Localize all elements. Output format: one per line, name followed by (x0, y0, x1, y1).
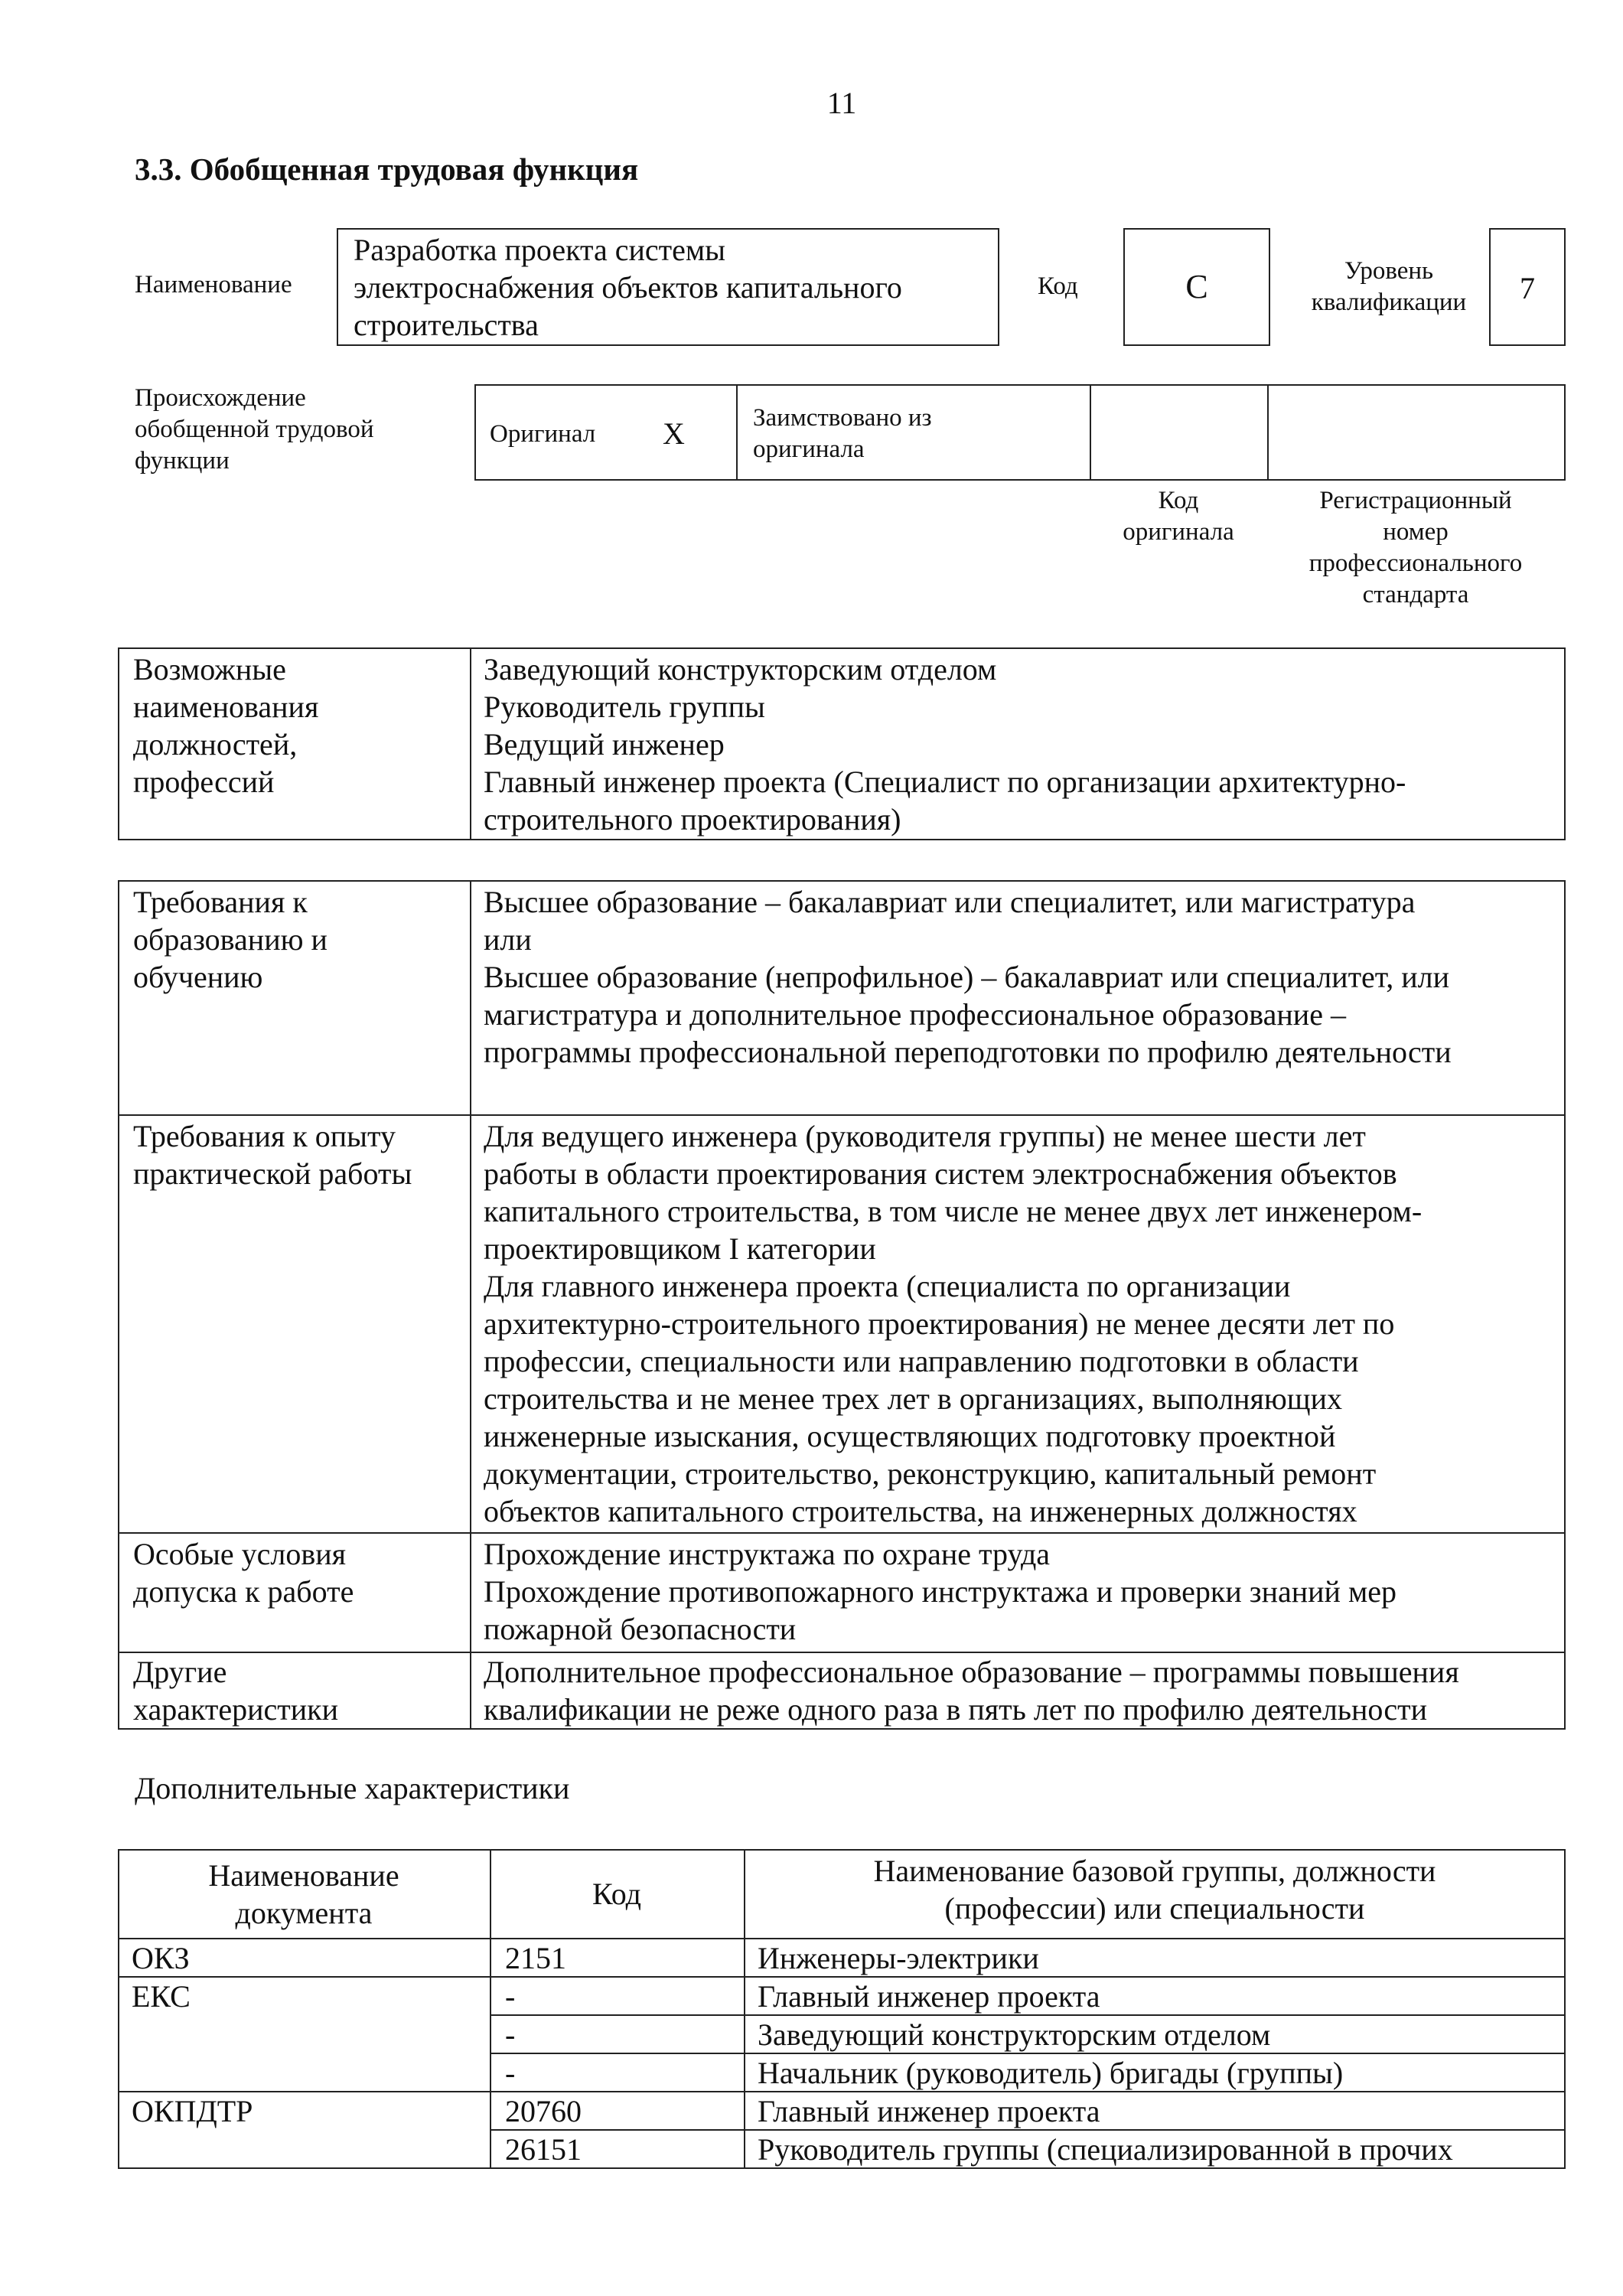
conditions-line: Прохождение противопожарного инструктажа и проверки знаний мер (484, 1574, 1397, 1609)
header-document-line: Наименование (208, 1858, 399, 1893)
other-label-line: Другие (133, 1655, 227, 1689)
header-document-line: документа (235, 1896, 373, 1930)
name-value-box (337, 228, 999, 346)
positions-label-line: должностей, (133, 727, 298, 762)
education-label-line: Требования к (133, 885, 308, 919)
borrowed-label-line: Заимствовано из (753, 404, 932, 432)
experience-value (484, 1117, 1422, 1530)
conditions-label-line: Особые условия (133, 1537, 347, 1571)
header-group-line: Наименование базовой группы, должности (873, 1854, 1436, 1888)
conditions-line: Прохождение инструктажа по охране труда (484, 1537, 1051, 1571)
experience-line: Для главного инженера проекта (специалиста по организации (484, 1269, 1291, 1303)
experience-line: архитектурно-строительного проектирования) не менее десяти лет по (484, 1306, 1395, 1341)
experience-line: работы в области проектирования систем электроснабжения объектов (484, 1156, 1397, 1191)
code-value: С (1185, 268, 1208, 305)
level-label-line: Уровень (1344, 257, 1434, 285)
experience-line: проектировщиком I категории (484, 1231, 876, 1266)
level-label-line: квалификации (1311, 289, 1467, 316)
table-cell-doc: ОКПДТР (132, 2094, 253, 2128)
code-label: Код (1038, 272, 1078, 300)
experience-label-line: практической работы (133, 1156, 412, 1191)
position-item: Заведующий конструкторским отделом (484, 652, 997, 687)
positions-label-line: наименования (133, 690, 319, 724)
caption-line: профессионального (1309, 550, 1523, 577)
header-code: Код (592, 1877, 641, 1911)
experience-line: объектов капитального строительства, на инженерных должностях (484, 1494, 1357, 1528)
origin-label-line: Происхождение (135, 384, 306, 412)
code-original-caption (1090, 485, 1267, 548)
education-value (484, 883, 1452, 1071)
other-label (133, 1653, 338, 1728)
name-label: Наименование (135, 271, 292, 298)
level-label (1286, 256, 1492, 318)
additional-title: Дополнительные характеристики (135, 1771, 570, 1805)
origin-label-line: функции (135, 447, 230, 475)
position-item: Главный инженер проекта (Специалист по организации архитектурно- (484, 765, 1406, 799)
reg-number-caption (1270, 485, 1561, 611)
other-label-line: характеристики (133, 1692, 339, 1727)
conditions-label (133, 1535, 354, 1610)
table-cell-name: Главный инженер проекта (758, 1979, 1100, 2014)
code-value-box (1123, 228, 1270, 346)
level-value: 7 (1520, 271, 1535, 305)
origin-label-line: обобщенной трудовой (135, 416, 374, 443)
position-item: строительного проектирования) (484, 802, 901, 837)
position-item: Ведущий инженер (484, 727, 725, 762)
conditions-value (484, 1535, 1396, 1648)
header-group-line: (профессии) или специальности (944, 1891, 1365, 1926)
table-cell-code: - (505, 1979, 516, 2014)
table-cell-name: Главный инженер проекта (758, 2094, 1100, 2128)
borrowed-label-line: оригинала (753, 435, 865, 463)
table-cell-code: - (505, 2056, 516, 2090)
experience-line: капитального строительства, в том числе не менее двух лет инженером- (484, 1194, 1423, 1228)
caption-line: номер (1383, 518, 1449, 546)
other-value (484, 1653, 1459, 1728)
name-value-line: строительства (354, 308, 539, 342)
name-value-line: электроснабжения объектов капитального (354, 270, 902, 305)
experience-line: инженерные изыскания, осуществляющих подготовку проектной (484, 1419, 1336, 1453)
experience-label (133, 1117, 412, 1192)
education-label (133, 883, 328, 996)
original-label: Оригинал (490, 420, 596, 448)
name-value-line: Разработка проекта системы (354, 233, 726, 267)
table-cell-doc: ЕКС (132, 1979, 191, 2014)
experience-line: профессии, специальности или направлению подготовки в области (484, 1344, 1359, 1378)
conditions-label-line: допуска к работе (133, 1574, 354, 1609)
page-number: 11 (826, 86, 857, 120)
caption-line: Код (1158, 487, 1199, 514)
table-cell-doc: ОКЗ (132, 1941, 190, 1975)
positions-value (484, 651, 1406, 838)
table-cell-name: Инженеры-электрики (758, 1941, 1039, 1975)
education-label-line: обучению (133, 960, 263, 994)
table-cell-code: 2151 (505, 1941, 566, 1975)
other-line: квалификации не реже одного раза в пять лет по профилю деятельности (484, 1692, 1428, 1727)
header-group-name (744, 1852, 1566, 1927)
conditions-line: пожарной безопасности (484, 1612, 797, 1646)
education-line: Высшее образование (непрофильное) – бакалавриат или специалитет, или (484, 960, 1450, 994)
experience-line: Для ведущего инженера (руководителя группы) не менее шести лет (484, 1119, 1366, 1153)
caption-line: стандарта (1362, 581, 1469, 608)
origin-label (135, 383, 374, 477)
section-title: 3.3. Обобщенная трудовая функция (135, 152, 639, 187)
table-cell-code: 26151 (505, 2132, 582, 2167)
table-cell-code: - (505, 2017, 516, 2052)
education-label-line: образованию и (133, 922, 328, 957)
original-mark: X (663, 416, 685, 451)
education-line: или (484, 922, 532, 957)
level-value-box (1489, 228, 1566, 346)
positions-label-line: профессий (133, 765, 275, 799)
table-cell-name: Начальник (руководитель) бригады (группы) (758, 2056, 1344, 2090)
table-cell-code: 20760 (505, 2094, 582, 2128)
table-cell-name: Заведующий конструкторским отделом (758, 2017, 1271, 2052)
education-line: Высшее образование – бакалавриат или специалитет, или магистратура (484, 885, 1416, 919)
education-line: программы профессиональной переподготовки по профилю деятельности (484, 1035, 1452, 1069)
header-document (118, 1857, 490, 1932)
caption-line: Регистрационный (1319, 487, 1512, 514)
experience-line: документации, строительство, реконструкцию, капитальный ремонт (484, 1456, 1377, 1491)
education-line: магистратура и дополнительное профессиональное образование – (484, 997, 1346, 1032)
table-cell-name: Руководитель группы (специализированной в прочих (758, 2132, 1453, 2167)
experience-line: строительства и не менее трех лет в организациях, выполняющих (484, 1381, 1342, 1416)
origin-table (474, 384, 1566, 481)
positions-label-line: Возможные (133, 652, 286, 687)
other-line: Дополнительное профессиональное образование – программы повышения (484, 1655, 1459, 1689)
borrowed-label (753, 403, 932, 465)
position-item: Руководитель группы (484, 690, 765, 724)
caption-line: оригинала (1123, 518, 1234, 546)
positions-label (133, 651, 318, 801)
experience-label-line: Требования к опыту (133, 1119, 396, 1153)
